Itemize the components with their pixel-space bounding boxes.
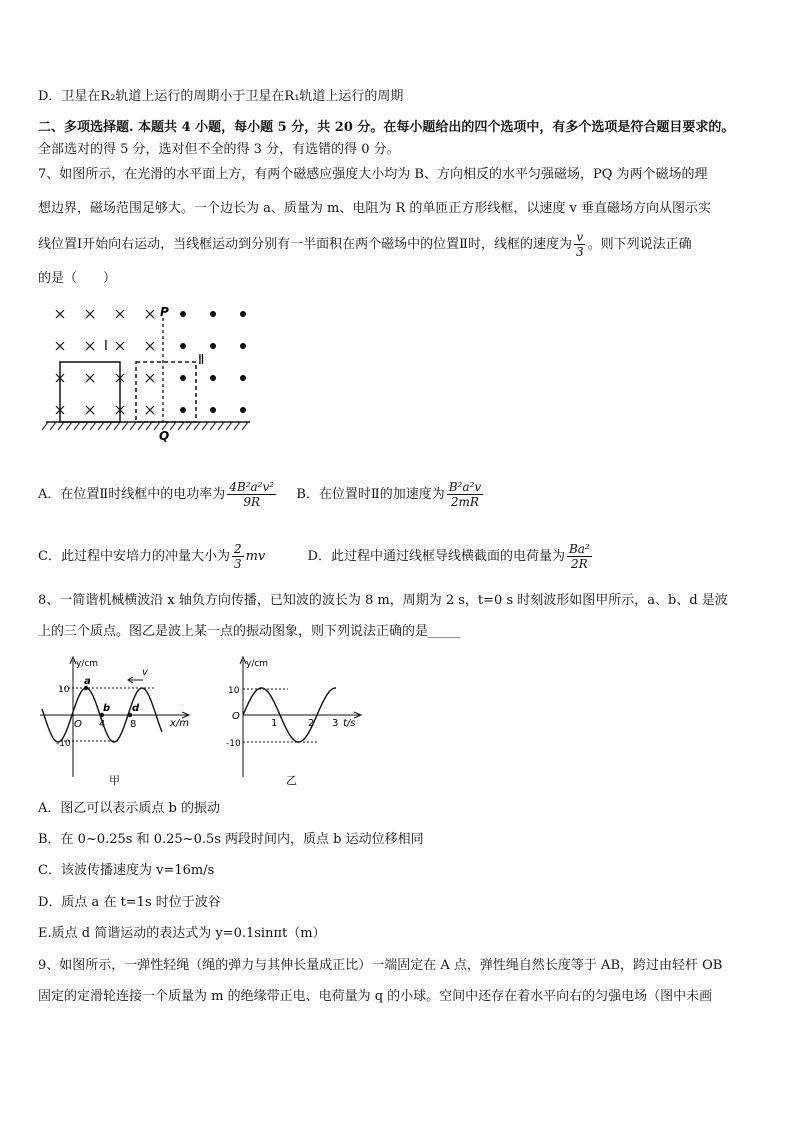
ground-hatch-mark <box>42 422 48 430</box>
q7-option-d-fraction: $\frac{\text{Ba²}}{2R}$ <box>568 542 590 571</box>
frame-position-1 <box>60 362 120 422</box>
q9-line1: 9、如图所示，一弹性轻绳（绳的弹力与其伸长量成正比）一端固定在 A 点，弹性绳自然长度等于 AB，跨过由轻杆 OB <box>38 958 723 973</box>
ground-hatch-mark <box>210 422 216 430</box>
q8-option-e: E.质点 d 简谐运动的表达式为 y=0.1sinπt（m） <box>38 926 326 941</box>
ground-hatch-mark <box>138 422 144 430</box>
q7-line3-end: 。则下列说法正确 <box>587 237 692 252</box>
ground-hatch-mark <box>186 422 192 430</box>
q8-option-a: A．图乙可以表示质点 b 的振动 <box>38 801 220 816</box>
field-cross-mark <box>86 342 94 350</box>
q7-line3 <box>38 230 692 259</box>
x-axis-label: t/s <box>343 718 356 729</box>
ground-hatching <box>42 422 248 430</box>
ground-hatch-mark <box>66 422 72 430</box>
field-cross-mark <box>146 406 154 414</box>
y-axis-label: y/cm <box>246 659 269 669</box>
q7-option-c-fraction: $\frac{2}{3}$ <box>233 542 242 571</box>
ground-hatch-mark <box>50 422 56 430</box>
label-d: d <box>132 703 140 714</box>
q7-line2: 想边界，磁场范围足够大。一个边长为 a、质量为 m、电阻为 R 的单匝正方形线框，以速度 v 垂直磁场方向从图示实 <box>38 201 712 216</box>
tick-2: 2 <box>308 718 315 729</box>
origin-o: O <box>232 711 240 722</box>
field-cross-mark <box>56 310 64 318</box>
field-cross-mark <box>146 342 154 350</box>
label-p: P <box>160 305 169 319</box>
field-cross-mark <box>146 374 154 382</box>
q7-option-b-fraction: $\frac{\text{B²a²v}}{2mR}$ <box>448 480 482 509</box>
q7-option-a: A．在位置Ⅱ时线框中的电功率为 <box>38 487 226 502</box>
field-dot-mark <box>210 343 216 349</box>
v-label: v <box>142 667 148 678</box>
ground-hatch-mark <box>98 422 104 430</box>
ground-hatch-mark <box>226 422 232 430</box>
y-axis-label: y/cm <box>76 659 99 669</box>
q7-option-d: D．此过程中通过线框导线横截面的电荷量为 <box>307 549 565 564</box>
label-q: Q <box>159 429 170 443</box>
tick-10: 10 <box>58 685 70 695</box>
field-cross-mark <box>146 310 154 318</box>
ground-hatch-mark <box>202 422 208 430</box>
field-cross-mark <box>86 310 94 318</box>
q9-line2: 固定的定滑轮连接一个质量为 m 的绝缘带正电、电荷量为 q 的小球。空间中还存在着水平向右的匀强电场（图中未画 <box>38 989 713 1004</box>
ground-hatch-mark <box>234 422 240 430</box>
field-dot-mark <box>240 375 246 381</box>
ground-hatch-mark <box>242 422 248 430</box>
field-dot-mark <box>180 407 186 413</box>
q7-figure <box>38 300 258 450</box>
field-dot-mark <box>210 311 216 317</box>
label-i: Ⅰ <box>104 339 108 354</box>
field-dot-mark <box>180 375 186 381</box>
ground-hatch-mark <box>194 422 200 430</box>
caption-jia: 甲 <box>109 774 120 787</box>
field-dot-mark <box>180 343 186 349</box>
tick-8: 8 <box>130 719 137 730</box>
field-dot-mark <box>240 343 246 349</box>
q6-option-d: D．卫星在R₂轨道上运行的周期小于卫星在R₁轨道上运行的周期 <box>38 89 404 104</box>
label-a: a <box>84 676 91 687</box>
tick-1: 1 <box>271 718 278 729</box>
tick-3: 3 <box>332 718 339 729</box>
q8-option-b: B．在 0~0.25s 和 0.25~0.5s 两段时间内，质点 b 运动位移相同 <box>38 832 424 847</box>
field-cross-mark <box>86 374 94 382</box>
field-dot-mark <box>240 407 246 413</box>
q8-option-c: C．该波传播速度为 v=16m/s <box>38 863 215 878</box>
q8-line1: 8、一简谐机械横波沿 x 轴负方向传播，已知波的波长为 8 m，周期为 2 s，t=0 s 时刻波形如图甲所示，a、b、d 是波 <box>38 593 728 608</box>
q8-figure-jia <box>38 652 198 792</box>
ground-hatch-mark <box>170 422 176 430</box>
ground-hatch-mark <box>82 422 88 430</box>
q7-options-ab <box>38 480 485 509</box>
caption-yi: 乙 <box>286 774 297 787</box>
ground-hatch-mark <box>218 422 224 430</box>
label-ii: Ⅱ <box>198 353 205 368</box>
field-cross-mark <box>86 406 94 414</box>
section2-heading-line2: 全部选对的得 5 分，选对但不全的得 3 分，有选错的得 0 分。 <box>38 142 400 157</box>
q7-speed-fraction: $\frac{v}{3}$ <box>575 230 584 259</box>
q7-line3-text: 线位置Ⅰ开始向右运动，当线框运动到分别有一半面积在两个磁场中的位置Ⅱ时，线框的速度为 <box>38 237 572 252</box>
tick-neg10: -10 <box>226 739 241 749</box>
ground-hatch-mark <box>114 422 120 430</box>
ground-hatch-mark <box>178 422 184 430</box>
q7-option-c-unit: mv <box>245 549 266 564</box>
q7-line4: 的是（ ） <box>38 271 117 286</box>
ground-hatch-mark <box>74 422 80 430</box>
q7-option-b: B．在位置时Ⅱ的加速度为 <box>296 487 445 502</box>
section2-heading-line1: 二、多项选择题. 本题共 4 小题，每小题 5 分，共 20 分。在每小题给出的四个选项中，有多个选项是符合题目要求的。 <box>38 120 735 135</box>
q7-field-dots <box>180 311 246 413</box>
q8-option-d: D．质点 a 在 t=1s 时位于波谷 <box>38 895 221 910</box>
field-cross-mark <box>116 310 124 318</box>
q7-option-a-fraction: $\frac{\text{4B²a²v²}}{9R}$ <box>229 480 275 509</box>
tick-neg10: -10 <box>56 739 71 749</box>
ground-hatch-mark <box>90 422 96 430</box>
label-b: b <box>103 703 111 714</box>
field-dot-mark <box>210 375 216 381</box>
field-dot-mark <box>180 311 186 317</box>
x-axis-label: x/m <box>170 718 190 729</box>
tick-4: 4 <box>99 719 106 730</box>
field-dot-mark <box>210 407 216 413</box>
q8-line2: 上的三个质点。图乙是波上某一点的振动图象，则下列说法正确的是_____ <box>38 624 461 639</box>
q7-option-c: C．此过程中安培力的冲量大小为 <box>38 549 230 564</box>
field-cross-mark <box>56 342 64 350</box>
ground-hatch-mark <box>122 422 128 430</box>
ground-hatch-mark <box>146 422 152 430</box>
ground-hatch-mark <box>58 422 64 430</box>
tick-10: 10 <box>228 686 240 696</box>
field-dot-mark <box>240 311 246 317</box>
field-cross-mark <box>116 342 124 350</box>
ground-hatch-mark <box>130 422 136 430</box>
frame-position-2 <box>136 362 196 422</box>
q7-options-cd <box>38 542 594 571</box>
origin-o: O <box>74 719 82 730</box>
ground-hatch-mark <box>106 422 112 430</box>
q7-line1: 7、如图所示，在光滑的水平面上方，有两个磁感应强度大小均为 B、方向相反的水平匀强磁场，PQ 为两个磁场的理 <box>38 167 708 182</box>
q8-figure-yi <box>218 652 368 792</box>
